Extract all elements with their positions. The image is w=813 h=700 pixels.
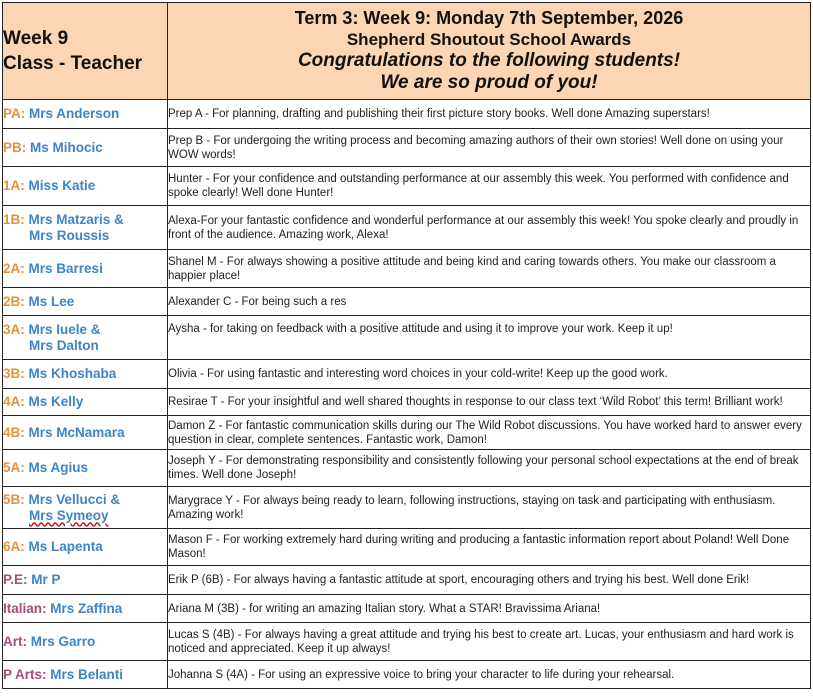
class-code: 4A: [3, 394, 25, 409]
award-message: Shanel M - For always showing a positive attitude and being kind and caring towards others. You make our classroom a happier place! [168, 250, 811, 288]
award-row [3, 566, 811, 595]
teacher-name: Ms Khoshaba [28, 366, 117, 381]
header-title-cell [168, 3, 811, 100]
teacher-name: Mrs Matzaris & [28, 211, 124, 227]
award-row [3, 129, 811, 167]
class-cell [3, 360, 168, 389]
award-message: Ariana M (3B) - for writing an amazing Italian story. What a STAR! Bravissima Ariana! [168, 595, 811, 623]
teacher-name: Mrs Belanti [50, 666, 124, 682]
term-date-heading: Term 3: Week 9: Monday 7th September, 2026 [294, 8, 684, 28]
award-message: Alexa-For your fantastic confidence and wonderful performance at our assembly this week! You spoke clearly and proudly in front of the audience. Amazing work, Alexa! [168, 206, 811, 250]
class-code: P.E: [3, 572, 28, 587]
award-row [3, 661, 811, 689]
class-code: P Arts: [3, 666, 47, 682]
teacher-name: Ms Kelly [28, 394, 84, 409]
class-cell [3, 250, 168, 288]
class-code: PA: [3, 106, 26, 121]
award-message: Lucas S (4B) - For always having a great attitude and trying his best to create art. Lucas, your enthusiasm and hard work is noticed and appreciated. Keep it up always! [168, 623, 811, 661]
class-code: 2A: [3, 260, 25, 276]
award-message: Erik P (6B) - For always having a fantastic attitude at sport, encouraging others and trying his best. Well done Erik! [168, 566, 811, 595]
class-code: PB: [3, 139, 27, 155]
award-message: Prep A - For planning, drafting and publishing their first picture story books. Well done Amazing superstars! [168, 100, 811, 129]
award-message: Aysha - for taking on feedback with a positive attitude and using it to improve your work. Keep it up! [168, 316, 811, 360]
class-cell [3, 316, 168, 360]
teacher-name: Mr P [31, 572, 61, 587]
teacher-name: Mrs McNamara [28, 424, 125, 440]
class-cell [3, 623, 168, 661]
award-row [3, 167, 811, 206]
proud-line: We are so proud of you! [380, 72, 598, 93]
class-code: Art: [3, 633, 27, 649]
teacher-name: Ms Lapenta [28, 539, 103, 554]
award-message: Prep B - For undergoing the writing process and becoming amazing authors of their own stories! Well done on using your WOW words! [168, 129, 811, 167]
award-row [3, 206, 811, 250]
teacher-name: Ms Mihocic [30, 139, 103, 155]
class-code: 1B: [3, 211, 25, 227]
award-row [3, 595, 811, 623]
teacher-name: Mrs Iuele & [28, 321, 101, 337]
class-cell [3, 595, 168, 623]
award-message: Olivia - For using fantastic and interesting word choices in your cold-write! Keep up the good work. [168, 360, 811, 389]
award-row [3, 288, 811, 316]
award-row [3, 389, 811, 416]
class-cell [3, 389, 168, 416]
class-code: Italian: [3, 600, 47, 616]
teacher-name: Miss Katie [28, 178, 96, 193]
teacher-name: Ms Lee [28, 293, 75, 309]
congratulations-line: Congratulations to the following students! [297, 50, 681, 71]
class-teacher-label: Class - Teacher [3, 53, 143, 74]
class-code: 5B: [3, 491, 25, 507]
class-cell [3, 129, 168, 167]
class-cell [3, 206, 168, 250]
award-message: Resirae T - For your insightful and well shared thoughts in response to our class text ‘Wild Robot’ this term! Brilliant work! [168, 389, 811, 416]
class-cell [3, 529, 168, 566]
awards-table [2, 2, 811, 689]
class-cell [3, 288, 168, 316]
header-left-cell [3, 3, 168, 100]
award-message: Joseph Y - For demonstrating responsibility and consistently following your personal school expectations at the end of break times. Well done Joseph! [168, 450, 811, 487]
award-message: Marygrace Y - For always being ready to learn, following instructions, staying on task and participating with enthusiasm. Amazing work! [168, 487, 811, 529]
class-code: 2B: [3, 293, 25, 309]
teacher-name: Mrs Anderson [29, 106, 120, 121]
week-label: Week 9 [3, 28, 69, 49]
award-message: Alexander C - For being such a res [168, 288, 811, 316]
class-cell [3, 416, 168, 450]
award-message: Damon Z - For fantastic communication skills during our The Wild Robot discussions. You have worked hard to answer every question in clear, complete sentences. Fantastic work, Damon! [168, 416, 811, 450]
class-code: 4B: [3, 424, 25, 440]
header-row [3, 3, 811, 100]
award-row [3, 529, 811, 566]
teacher-name: Mrs Zaffina [50, 600, 123, 616]
class-code: 1A: [3, 178, 25, 193]
award-row [3, 360, 811, 389]
class-cell [3, 100, 168, 129]
second-teacher-name: Mrs Symeoy [29, 507, 109, 523]
teacher-name: Mrs Garro [30, 633, 96, 649]
teacher-name: Mrs Barresi [28, 260, 103, 276]
award-row [3, 416, 811, 450]
award-message: Mason F - For working extremely hard during writing and producing a fantastic information report about Poland! Well Done Mason! [168, 529, 811, 566]
class-code: 3B: [3, 366, 25, 381]
award-row [3, 100, 811, 129]
award-message: Hunter - For your confidence and outstanding performance at our assembly this week. You performed with confidence and spoke clearly! Well done Hunter! [168, 167, 811, 206]
award-row [3, 316, 811, 360]
class-code: 5A: [3, 460, 25, 475]
awards-title: Shepherd Shoutout School Awards [346, 30, 632, 49]
class-cell [3, 661, 168, 689]
class-cell [3, 167, 168, 206]
award-row [3, 450, 811, 487]
class-cell [3, 487, 168, 529]
second-teacher-name: Mrs Roussis [29, 227, 110, 243]
award-row [3, 250, 811, 288]
award-row [3, 623, 811, 661]
award-message: Johanna S (4A) - For using an expressive voice to bring your character to life during your rehearsal. [168, 661, 811, 689]
teacher-name: Ms Agius [28, 460, 89, 475]
second-teacher-name: Mrs Dalton [29, 337, 99, 353]
teacher-name: Mrs Vellucci & [28, 491, 121, 507]
award-row [3, 487, 811, 529]
class-code: 3A: [3, 321, 25, 337]
class-cell [3, 566, 168, 595]
class-cell [3, 450, 168, 487]
class-code: 6A: [3, 539, 25, 554]
